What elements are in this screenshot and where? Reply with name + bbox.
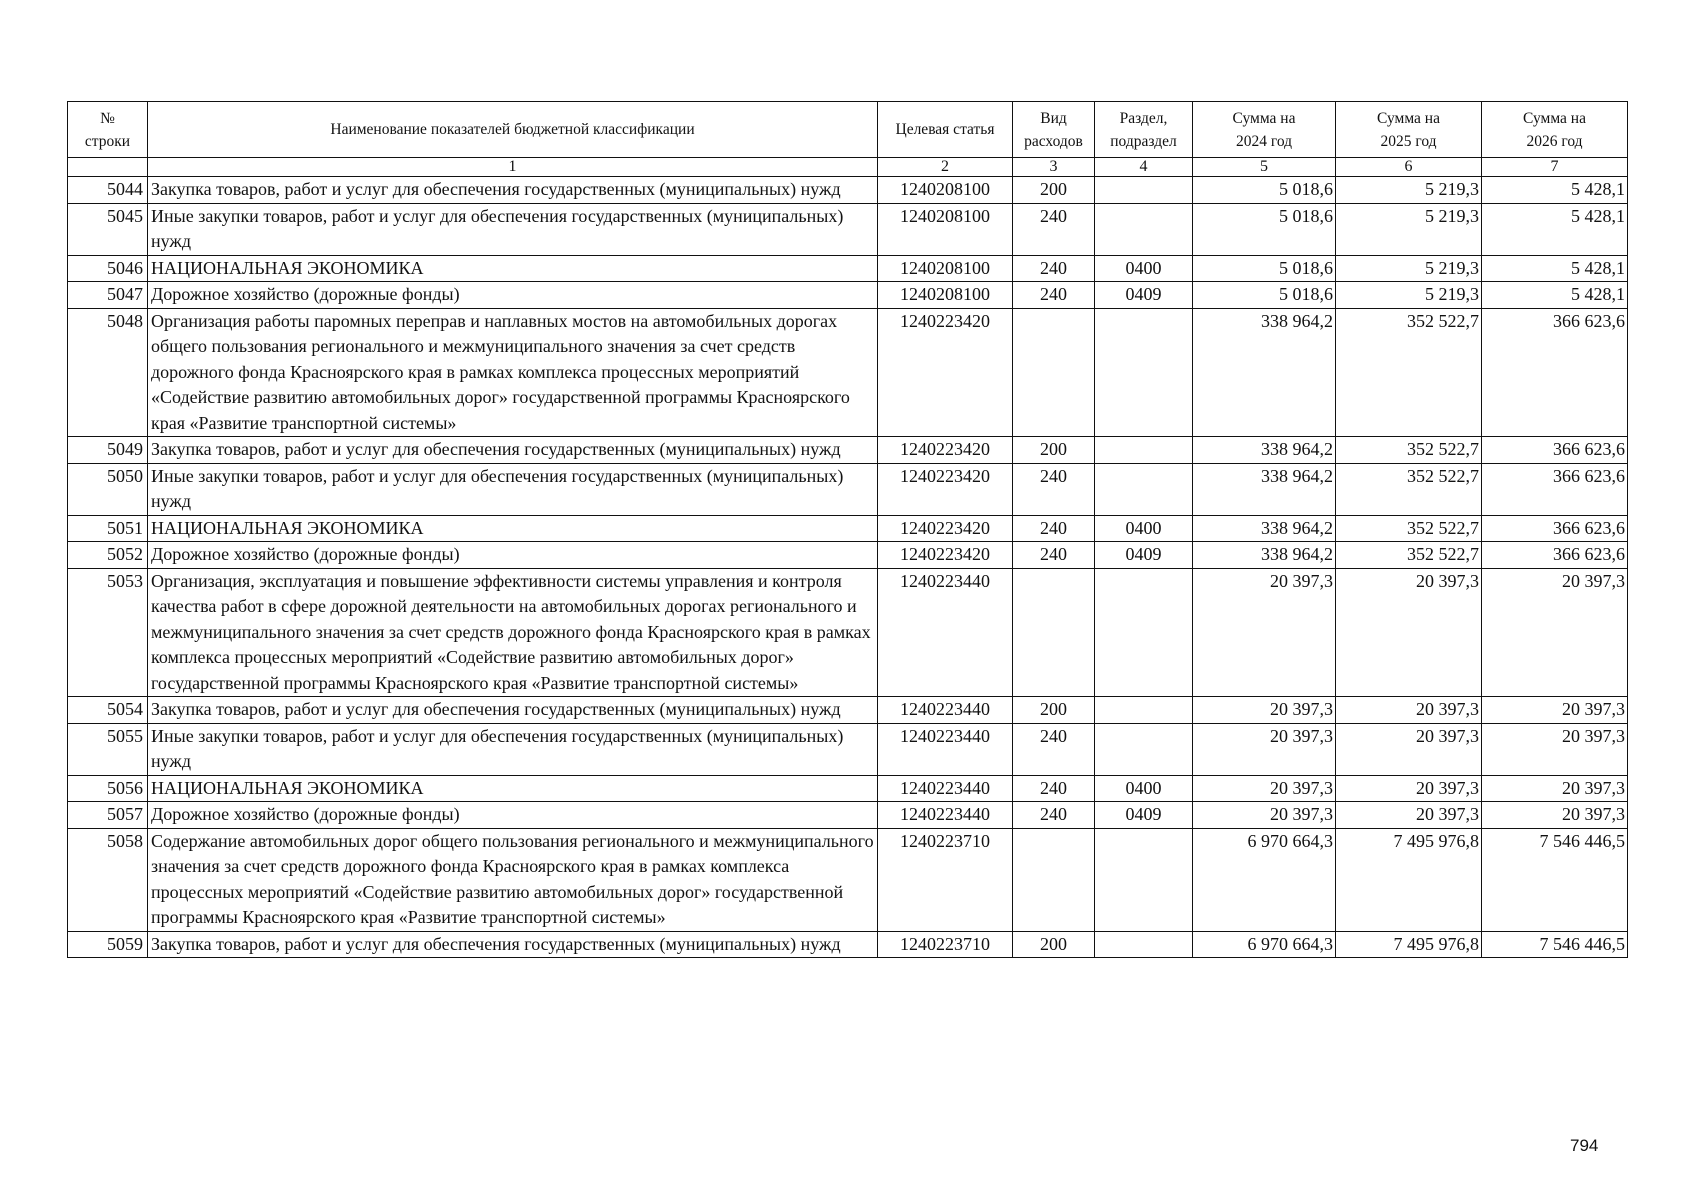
amount-2025: 20 397,3 (1336, 723, 1482, 775)
indicator-name: Закупка товаров, работ и услуг для обеспечения государственных (муниципальных) нужд (148, 697, 878, 724)
section-subsection (1095, 568, 1193, 697)
indicator-name: НАЦИОНАЛЬНАЯ ЭКОНОМИКА (148, 775, 878, 802)
amount-2025: 20 397,3 (1336, 697, 1482, 724)
target-article: 1240223420 (878, 437, 1013, 464)
column-index: 7 (1482, 158, 1628, 177)
amount-2025: 7 495 976,8 (1336, 931, 1482, 958)
table-row (68, 437, 1628, 464)
amount-2026: 366 623,6 (1482, 542, 1628, 569)
expense-kind: 240 (1013, 723, 1095, 775)
amount-2026: 20 397,3 (1482, 775, 1628, 802)
column-index: 6 (1336, 158, 1482, 177)
amount-2025: 352 522,7 (1336, 308, 1482, 437)
amount-2026: 5 428,1 (1482, 255, 1628, 282)
expense-kind (1013, 568, 1095, 697)
section-subsection (1095, 697, 1193, 724)
indicator-name: Закупка товаров, работ и услуг для обеспечения государственных (муниципальных) нужд (148, 931, 878, 958)
amount-2026: 7 546 446,5 (1482, 931, 1628, 958)
amount-2026: 20 397,3 (1482, 802, 1628, 829)
row-number: 5050 (68, 463, 148, 515)
amount-2026: 366 623,6 (1482, 463, 1628, 515)
amount-2026: 5 428,1 (1482, 203, 1628, 255)
amount-2025: 5 219,3 (1336, 282, 1482, 309)
table-row (68, 282, 1628, 309)
amount-2024: 338 964,2 (1193, 308, 1336, 437)
table-row (68, 697, 1628, 724)
indicator-name: Закупка товаров, работ и услуг для обеспечения государственных (муниципальных) нужд (148, 437, 878, 464)
amount-2024: 5 018,6 (1193, 255, 1336, 282)
row-number: 5047 (68, 282, 148, 309)
amount-2024: 6 970 664,3 (1193, 931, 1336, 958)
header-sum-2024: Сумма на 2024 год (1193, 102, 1336, 158)
amount-2025: 20 397,3 (1336, 775, 1482, 802)
column-index: 4 (1095, 158, 1193, 177)
table-row (68, 775, 1628, 802)
amount-2026: 7 546 446,5 (1482, 828, 1628, 931)
target-article: 1240223440 (878, 697, 1013, 724)
amount-2025: 5 219,3 (1336, 203, 1482, 255)
page-number: 794 (1570, 1136, 1599, 1155)
amount-2024: 5 018,6 (1193, 177, 1336, 204)
section-subsection: 0409 (1095, 802, 1193, 829)
header-sum-2025: Сумма на 2025 год (1336, 102, 1482, 158)
indicator-name: НАЦИОНАЛЬНАЯ ЭКОНОМИКА (148, 515, 878, 542)
expense-kind: 240 (1013, 775, 1095, 802)
target-article: 1240223710 (878, 828, 1013, 931)
amount-2026: 20 397,3 (1482, 697, 1628, 724)
table-row (68, 931, 1628, 958)
indicator-name: Иные закупки товаров, работ и услуг для обеспечения государственных (муниципальных) нужд (148, 463, 878, 515)
section-subsection (1095, 828, 1193, 931)
indicator-name: НАЦИОНАЛЬНАЯ ЭКОНОМИКА (148, 255, 878, 282)
target-article: 1240223440 (878, 568, 1013, 697)
amount-2024: 20 397,3 (1193, 802, 1336, 829)
table-row (68, 177, 1628, 204)
target-article: 1240223440 (878, 723, 1013, 775)
expense-kind: 200 (1013, 437, 1095, 464)
expense-kind: 200 (1013, 697, 1095, 724)
row-number: 5059 (68, 931, 148, 958)
section-subsection (1095, 437, 1193, 464)
row-number: 5052 (68, 542, 148, 569)
column-index: 1 (148, 158, 878, 177)
amount-2026: 5 428,1 (1482, 177, 1628, 204)
row-number: 5045 (68, 203, 148, 255)
amount-2025: 352 522,7 (1336, 515, 1482, 542)
indicator-name: Иные закупки товаров, работ и услуг для обеспечения государственных (муниципальных) нужд (148, 723, 878, 775)
indicator-name: Организация работы паромных переправ и наплавных мостов на автомобильных дорогах общего пользования регионального и межмуниципального значения за счет средств дорожного фонда Красноярского края в рамках комплекса процессных мероприятий «Содействие развитию автомобильных дорог» государственной программы Красноярского края «Развитие транспортной системы» (148, 308, 878, 437)
table-row (68, 568, 1628, 697)
section-subsection (1095, 203, 1193, 255)
row-number: 5046 (68, 255, 148, 282)
table-row (68, 515, 1628, 542)
expense-kind: 240 (1013, 282, 1095, 309)
table-row (68, 255, 1628, 282)
amount-2024: 20 397,3 (1193, 568, 1336, 697)
column-index: 2 (878, 158, 1013, 177)
column-index (68, 158, 148, 177)
target-article: 1240223420 (878, 542, 1013, 569)
row-number: 5054 (68, 697, 148, 724)
amount-2026: 366 623,6 (1482, 515, 1628, 542)
row-number: 5049 (68, 437, 148, 464)
table-row (68, 828, 1628, 931)
section-subsection: 0409 (1095, 282, 1193, 309)
header-sum-2026: Сумма на 2026 год (1482, 102, 1628, 158)
table-row (68, 203, 1628, 255)
row-number: 5048 (68, 308, 148, 437)
section-subsection: 0409 (1095, 542, 1193, 569)
table-row (68, 308, 1628, 437)
expense-kind: 240 (1013, 542, 1095, 569)
table-row (68, 802, 1628, 829)
indicator-name: Иные закупки товаров, работ и услуг для обеспечения государственных (муниципальных) нужд (148, 203, 878, 255)
indicator-name: Закупка товаров, работ и услуг для обеспечения государственных (муниципальных) нужд (148, 177, 878, 204)
amount-2024: 338 964,2 (1193, 463, 1336, 515)
amount-2025: 352 522,7 (1336, 463, 1482, 515)
target-article: 1240223440 (878, 802, 1013, 829)
table-row (68, 542, 1628, 569)
section-subsection (1095, 308, 1193, 437)
amount-2026: 366 623,6 (1482, 437, 1628, 464)
table-row (68, 723, 1628, 775)
amount-2025: 20 397,3 (1336, 802, 1482, 829)
target-article: 1240208100 (878, 203, 1013, 255)
amount-2025: 352 522,7 (1336, 542, 1482, 569)
expense-kind: 200 (1013, 931, 1095, 958)
section-subsection (1095, 931, 1193, 958)
amount-2026: 20 397,3 (1482, 723, 1628, 775)
expense-kind (1013, 828, 1095, 931)
indicator-name: Дорожное хозяйство (дорожные фонды) (148, 542, 878, 569)
section-subsection: 0400 (1095, 255, 1193, 282)
target-article: 1240223420 (878, 308, 1013, 437)
amount-2024: 5 018,6 (1193, 282, 1336, 309)
amount-2025: 5 219,3 (1336, 177, 1482, 204)
expense-kind: 240 (1013, 203, 1095, 255)
indicator-name: Содержание автомобильных дорог общего пользования регионального и межмуниципального значения за счет средств дорожного фонда Красноярского края в рамках комплекса процессных мероприятий «Содействие развитию автомобильных дорог» государственной программы Красноярского края «Развитие транспортной системы» (148, 828, 878, 931)
expense-kind (1013, 308, 1095, 437)
row-number: 5055 (68, 723, 148, 775)
amount-2026: 5 428,1 (1482, 282, 1628, 309)
expense-kind: 240 (1013, 255, 1095, 282)
table-row (68, 463, 1628, 515)
amount-2024: 338 964,2 (1193, 437, 1336, 464)
amount-2024: 20 397,3 (1193, 723, 1336, 775)
indicator-name: Дорожное хозяйство (дорожные фонды) (148, 802, 878, 829)
amount-2025: 20 397,3 (1336, 568, 1482, 697)
header-name: Наименование показателей бюджетной классификации (148, 102, 878, 158)
amount-2025: 352 522,7 (1336, 437, 1482, 464)
expense-kind: 240 (1013, 802, 1095, 829)
target-article: 1240208100 (878, 177, 1013, 204)
row-number: 5056 (68, 775, 148, 802)
table-body (68, 177, 1628, 958)
section-subsection (1095, 723, 1193, 775)
header-section: Раздел, подраздел (1095, 102, 1193, 158)
section-subsection: 0400 (1095, 775, 1193, 802)
row-number: 5051 (68, 515, 148, 542)
amount-2026: 366 623,6 (1482, 308, 1628, 437)
amount-2025: 7 495 976,8 (1336, 828, 1482, 931)
section-subsection: 0400 (1095, 515, 1193, 542)
indicator-name: Дорожное хозяйство (дорожные фонды) (148, 282, 878, 309)
amount-2024: 20 397,3 (1193, 775, 1336, 802)
row-number: 5044 (68, 177, 148, 204)
column-index-row (68, 158, 1628, 177)
target-article: 1240223420 (878, 463, 1013, 515)
expense-kind: 200 (1013, 177, 1095, 204)
indicator-name: Организация, эксплуатация и повышение эффективности системы управления и контроля качества работ в сфере дорожной деятельности на автомобильных дорогах регионального и межмуниципального значения за счет средств дорожного фонда Красноярского края в рамках комплекса процессных мероприятий «Содействие развитию автомобильных дорог» государственной программы Красноярского края «Развитие транспортной системы» (148, 568, 878, 697)
row-number: 5057 (68, 802, 148, 829)
row-number: 5058 (68, 828, 148, 931)
amount-2024: 6 970 664,3 (1193, 828, 1336, 931)
amount-2024: 338 964,2 (1193, 515, 1336, 542)
header-row (68, 102, 1628, 158)
header-kind: Вид расходов (1013, 102, 1095, 158)
amount-2024: 5 018,6 (1193, 203, 1336, 255)
amount-2024: 338 964,2 (1193, 542, 1336, 569)
target-article: 1240208100 (878, 282, 1013, 309)
header-row-no: № строки (68, 102, 148, 158)
target-article: 1240223420 (878, 515, 1013, 542)
amount-2024: 20 397,3 (1193, 697, 1336, 724)
expense-kind: 240 (1013, 515, 1095, 542)
expense-kind: 240 (1013, 463, 1095, 515)
section-subsection (1095, 177, 1193, 204)
amount-2025: 5 219,3 (1336, 255, 1482, 282)
section-subsection (1095, 463, 1193, 515)
target-article: 1240223710 (878, 931, 1013, 958)
amount-2026: 20 397,3 (1482, 568, 1628, 697)
budget-table (67, 101, 1628, 958)
column-index: 3 (1013, 158, 1095, 177)
header-target: Целевая статья (878, 102, 1013, 158)
row-number: 5053 (68, 568, 148, 697)
column-index: 5 (1193, 158, 1336, 177)
target-article: 1240223440 (878, 775, 1013, 802)
target-article: 1240208100 (878, 255, 1013, 282)
